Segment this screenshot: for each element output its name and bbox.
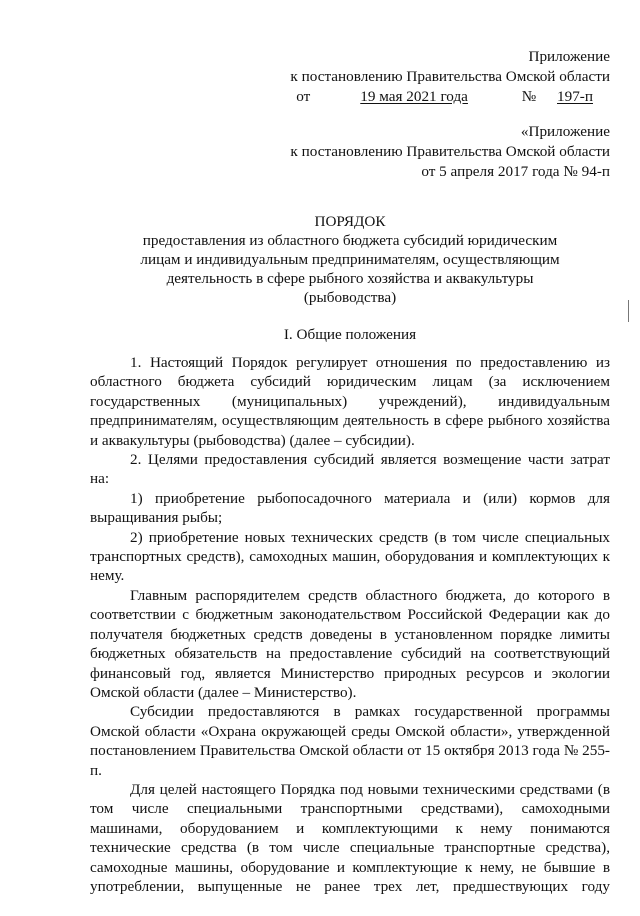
previous-resolution-date: от 5 апреля 2017 года № 94-п (421, 163, 610, 180)
paragraph-7: Для целей настоящего Порядка под новыми техническими средствами (в том числе специальными транспортными средствами), самоходными машинами, оборудованием и комплектующими к нему понимаются технические средства (в том числе специальные транспортные средства), самоходные машины, оборудование и комплектующие к нему, не бывшие в употреблении, выпущенные не ранее трех лет, предшествующих году (90, 780, 610, 895)
paragraph-2: 2. Целями предоставления субсидий является возмещение части затрат на: (90, 451, 610, 488)
document-subtitle-2: лицам и индивидуальным предпринимателям, осуществляющим (140, 251, 560, 268)
resolution-date-line (296, 87, 610, 106)
scan-artifact (628, 300, 629, 322)
previous-resolution-reference: к постановлению Правительства Омской области (290, 143, 610, 160)
resolution-number: 197-п (557, 88, 593, 105)
paragraph-5: Главным распорядителем средств областного бюджета, до которого в соответствии с бюджетным законодательством Российской Федерации как до получателя бюджетных средств доведены в установленном порядке лимиты бюджетных обязательств на предоставление субсидий на соответствующий финансовый год, является Министерство природных ресурсов и экологии Омской области (далее – Министерство). (90, 586, 610, 701)
resolution-reference: к постановлению Правительства Омской области (290, 68, 610, 85)
document-body (90, 353, 610, 916)
previous-appendix-label: «Приложение (520, 123, 610, 140)
paragraph-6: Субсидии предоставляются в рамках государственной программы Омской области «Охрана окружающей среды Омской области», утвержденной постановлением Правительства Омской области от 15 октября 2013 года № 255-п. (90, 703, 610, 779)
date-prefix: от (296, 88, 311, 105)
paragraph-4: 2) приобретение новых технических средств (в том числе специальных транспортных средств), самоходных машин, оборудования и комплектующих к нему. (90, 528, 610, 585)
document-subtitle-1: предоставления из областного бюджета субсидий юридическим (142, 232, 558, 249)
document-subtitle-4: (рыбоводства) (303, 289, 397, 306)
document-title: ПОРЯДОК (314, 213, 386, 230)
section-heading: I. Общие положения (283, 326, 417, 343)
resolution-date: 19 мая 2021 года (360, 88, 468, 105)
paragraph-1: 1. Настоящий Порядок регулирует отношения по предоставлению из областного бюджета субсидий юридическим лицам (за исключением государственных (муниципальных) учреждений), индивидуальным предпринимателям, осуществляющим деятельность в сфере рыбного хозяйства и аквакультуры (рыбоводства) (далее – субсидии). (90, 354, 610, 449)
appendix-label: Приложение (528, 48, 610, 65)
document-subtitle-3: деятельность в сфере рыбного хозяйства и аквакультуры (166, 270, 534, 287)
paragraph-3: 1) приобретение рыбопосадочного материала и (или) кормов для выращивания рыбы; (90, 489, 610, 527)
number-sign: № (521, 88, 537, 105)
